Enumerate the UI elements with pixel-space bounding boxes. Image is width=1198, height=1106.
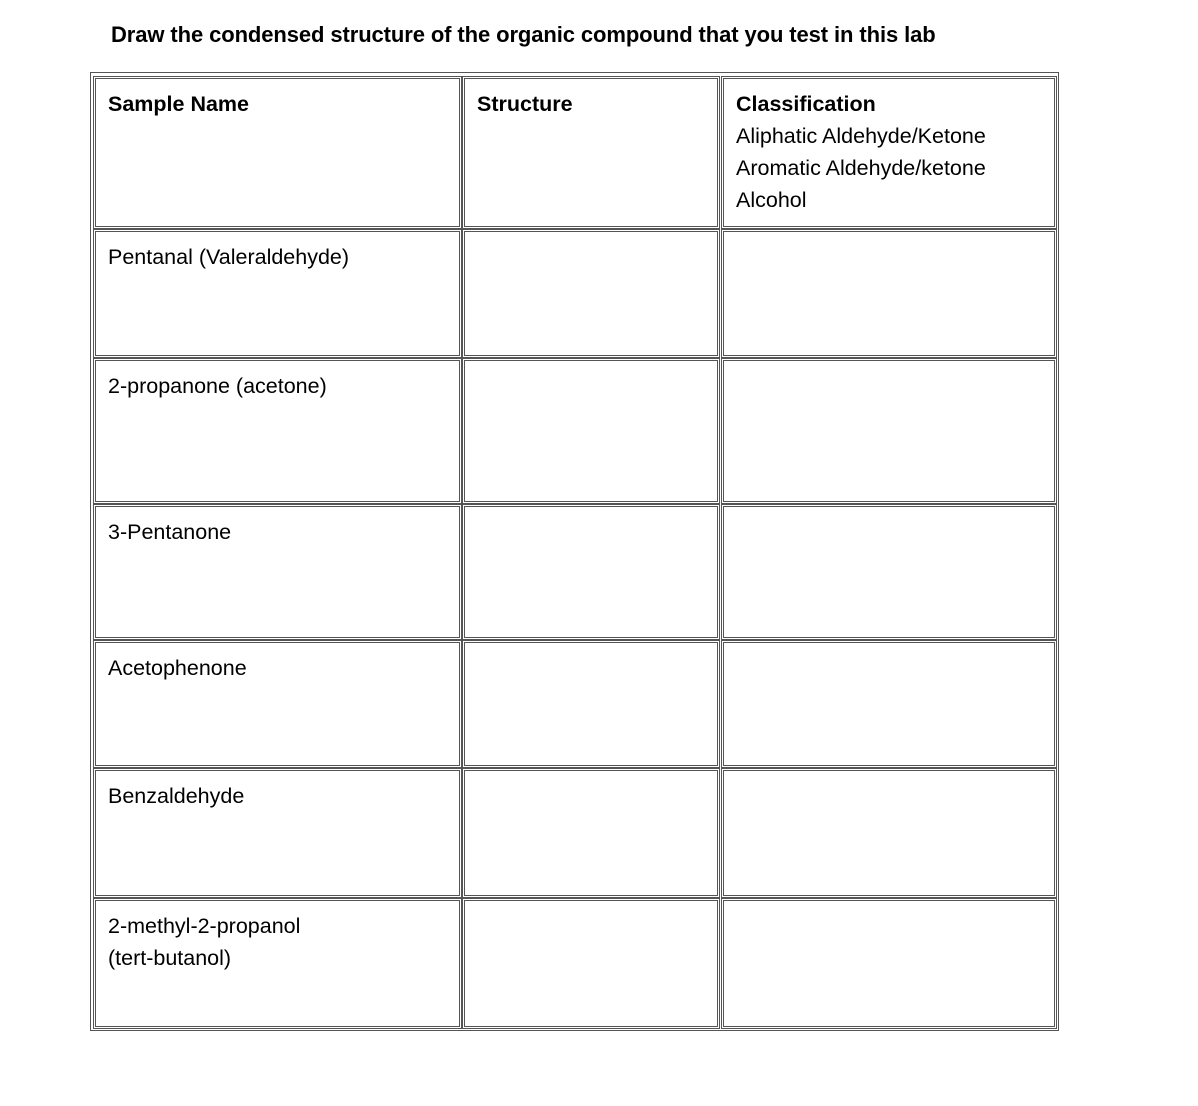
structure-cell[interactable] [462, 229, 720, 358]
structure-cell[interactable] [462, 768, 720, 898]
classification-option: Aromatic Aldehyde/ketone [736, 156, 986, 180]
sample-name: 3-Pentanone [108, 520, 232, 544]
sample-name: 2-propanone (acetone) [108, 374, 327, 398]
header-cell-sample-name [93, 76, 462, 229]
classification-cell[interactable] [721, 768, 1057, 898]
sample-name-cell [93, 640, 462, 768]
classification-cell[interactable] [721, 358, 1057, 504]
classification-cell[interactable] [721, 640, 1057, 768]
sample-name-cell [93, 768, 462, 898]
page-title: Draw the condensed structure of the organic compound that you test in this lab [111, 22, 936, 47]
structure-cell[interactable] [462, 640, 720, 768]
classification-cell[interactable] [721, 504, 1057, 640]
header-classification: Classification [736, 92, 876, 116]
sample-name-cell [93, 504, 462, 640]
header-cell-classification [721, 76, 1057, 229]
structure-cell[interactable] [462, 898, 720, 1029]
header-structure: Structure [477, 92, 573, 116]
structure-cell[interactable] [462, 504, 720, 640]
classification-cell[interactable] [721, 898, 1057, 1029]
sample-name: 2-methyl-2-propanol [108, 914, 301, 938]
header-sample-name: Sample Name [108, 92, 250, 116]
sample-name-cell [93, 898, 462, 1029]
structure-cell[interactable] [462, 358, 720, 504]
header-cell-structure [462, 76, 720, 229]
classification-cell[interactable] [721, 229, 1057, 358]
sample-name: Acetophenone [108, 656, 247, 680]
classification-option: Alcohol [736, 188, 807, 212]
classification-option: Aliphatic Aldehyde/Ketone [736, 124, 986, 148]
sample-name: Pentanal (Valeraldehyde) [108, 245, 350, 269]
sample-name-alias: (tert-butanol) [108, 946, 232, 970]
sample-name-cell [93, 358, 462, 504]
compound-table [90, 72, 1059, 1031]
sample-name: Benzaldehyde [108, 784, 245, 808]
sample-name-cell [93, 229, 462, 358]
